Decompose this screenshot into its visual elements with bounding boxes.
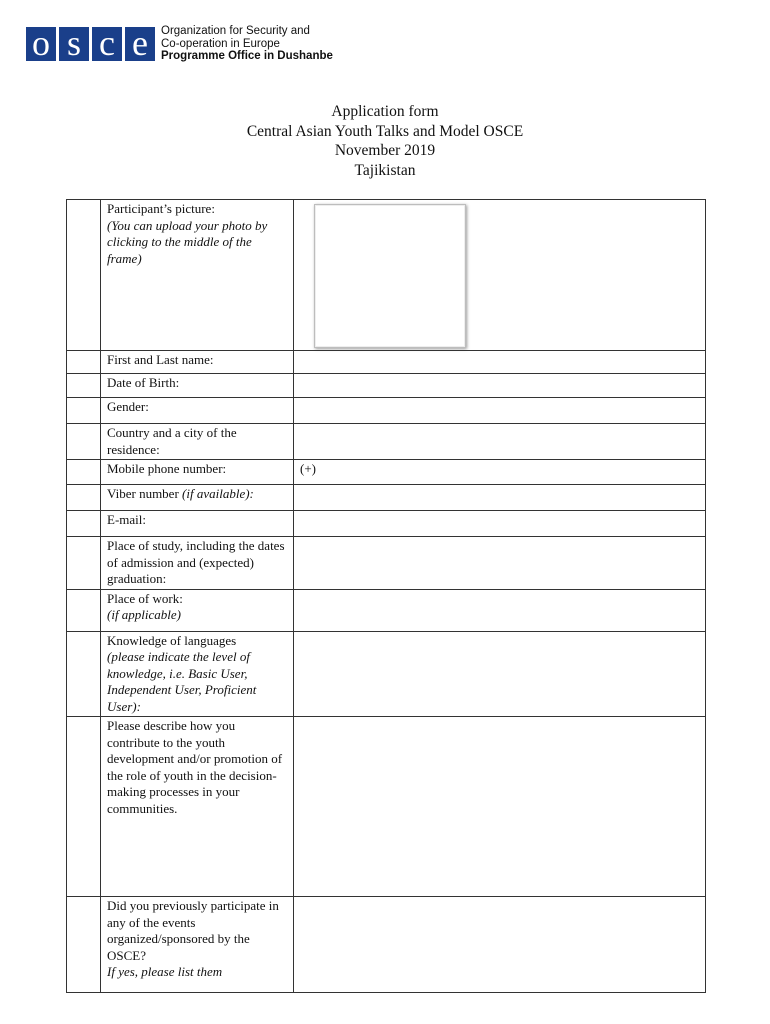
- label-cell: [101, 485, 294, 511]
- gender-label: Gender:: [107, 399, 149, 414]
- header: [26, 24, 333, 64]
- row-residence: [67, 424, 706, 460]
- title-line-3: November 2019: [334, 142, 436, 159]
- email-field[interactable]: [294, 511, 706, 537]
- row-number-cell: [67, 589, 101, 631]
- row-number-cell: [67, 631, 101, 717]
- row-number-cell: [67, 485, 101, 511]
- previous-label: Did you previously participate in any of the events organized/sponsored by the OSCE?: [107, 898, 279, 963]
- mobile-prefix: (+): [300, 461, 316, 476]
- mobile-field[interactable]: [294, 460, 706, 485]
- study-label: Place of study, including the dates of admission and (expected) graduation:: [107, 538, 285, 586]
- row-previous-events: [67, 897, 706, 993]
- label-cell: [101, 631, 294, 717]
- work-label: Place of work:: [107, 590, 183, 606]
- logo-letter-c: c: [92, 27, 122, 61]
- languages-label: Knowledge of languages: [107, 632, 237, 648]
- row-number-cell: [67, 717, 101, 897]
- row-number-cell: [67, 537, 101, 590]
- title-line-4: Tajikistan: [354, 161, 416, 179]
- contribution-field[interactable]: [294, 717, 706, 897]
- residence-label: Country and a city of the residence:: [107, 425, 237, 457]
- picture-label: Participant’s picture:: [107, 201, 215, 216]
- row-number-cell: [67, 424, 101, 460]
- logo-letter-s: s: [59, 27, 89, 61]
- previous-field[interactable]: [294, 897, 706, 993]
- photo-upload-frame[interactable]: [314, 204, 466, 348]
- row-dob: [67, 374, 706, 398]
- name-label: First and Last name:: [107, 352, 214, 367]
- row-name: [67, 351, 706, 374]
- row-number-cell: [67, 460, 101, 485]
- label-cell: [101, 200, 294, 351]
- languages-field[interactable]: [294, 631, 706, 717]
- row-number-cell: [67, 511, 101, 537]
- previous-note: If yes, please list them: [107, 964, 223, 979]
- osce-logo: [26, 23, 155, 63]
- contribution-label: Please describe how you contribute to the youth development and/or promotion of the role of youth in the decision-making processes in your communities.: [107, 718, 283, 816]
- row-viber: [67, 485, 706, 511]
- label-cell: [101, 460, 294, 485]
- org-line-3: Programme Office in Dushanbe: [161, 50, 333, 63]
- label-cell: [101, 424, 294, 460]
- row-mobile: [67, 460, 706, 485]
- email-label: E-mail:: [107, 512, 146, 527]
- label-cell: [101, 717, 294, 897]
- dob-field[interactable]: [294, 374, 706, 398]
- label-cell: [101, 589, 294, 631]
- value-cell-picture: [294, 200, 706, 351]
- row-number-cell: [67, 351, 101, 374]
- label-cell: [101, 351, 294, 374]
- row-number-cell: [67, 398, 101, 424]
- label-cell: [101, 897, 294, 993]
- picture-note: (You can upload your photo by clicking to the middle of the frame): [107, 217, 268, 266]
- gender-field[interactable]: [294, 398, 706, 424]
- dob-label: Date of Birth:: [107, 375, 180, 390]
- row-gender: [67, 398, 706, 424]
- org-line-1: Organization for Security and: [161, 25, 310, 38]
- form-title: [0, 102, 770, 180]
- logo-letter-o: o: [26, 27, 56, 61]
- label-cell: [101, 511, 294, 537]
- label-cell: [101, 398, 294, 424]
- row-study: [67, 537, 706, 590]
- row-email: [67, 511, 706, 537]
- mobile-label: Mobile phone number:: [107, 461, 227, 476]
- viber-note: (if available):: [182, 486, 254, 501]
- title-line-2: Central Asian Youth Talks and Model OSCE: [246, 122, 524, 140]
- row-picture: [67, 200, 706, 351]
- label-cell: [101, 537, 294, 590]
- label-cell: [101, 374, 294, 398]
- application-table: [66, 199, 706, 993]
- row-number-cell: [67, 200, 101, 351]
- organization-name: [161, 25, 333, 63]
- row-contribution: [67, 717, 706, 897]
- title-line-1: Application form: [331, 103, 439, 120]
- logo-letter-e: e: [125, 27, 155, 61]
- study-field[interactable]: [294, 537, 706, 590]
- org-line-2: Co-operation in Europe: [161, 37, 280, 50]
- row-number-cell: [67, 374, 101, 398]
- work-note: (if applicable): [107, 607, 182, 622]
- viber-field[interactable]: [294, 485, 706, 511]
- row-work: [67, 589, 706, 631]
- languages-note: (please indicate the level of knowledge, i.e. Basic User, Independent User, Proficient User):: [107, 649, 257, 714]
- row-languages: [67, 631, 706, 717]
- residence-field[interactable]: [294, 424, 706, 460]
- row-number-cell: [67, 897, 101, 993]
- name-field[interactable]: [294, 351, 706, 374]
- viber-label: Viber number: [107, 486, 183, 501]
- work-field[interactable]: [294, 589, 706, 631]
